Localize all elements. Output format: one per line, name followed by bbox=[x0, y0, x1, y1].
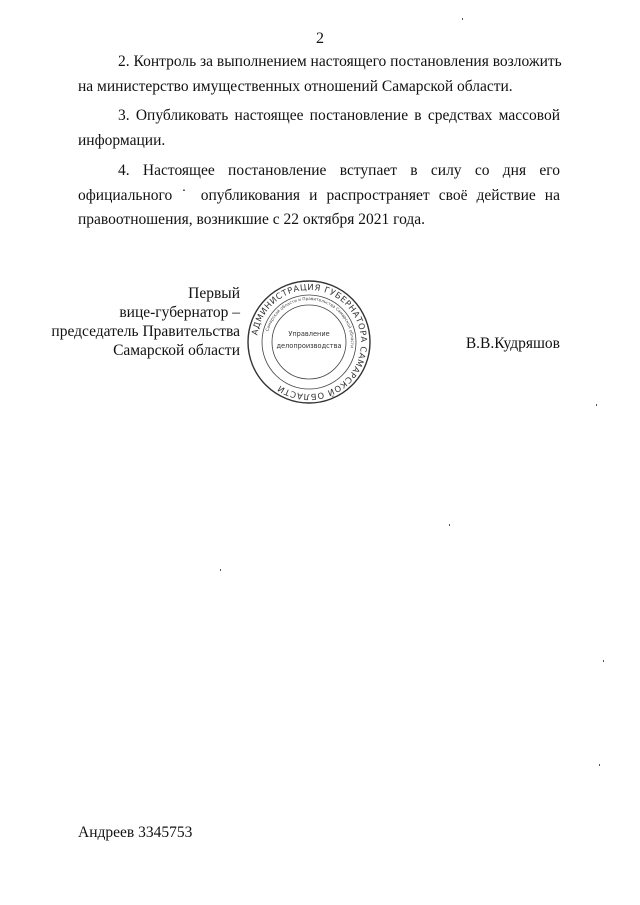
stamp-inner-text: Самарской области и Правительства Самарской области bbox=[264, 295, 356, 349]
scan-speck bbox=[599, 764, 600, 766]
paragraph-control bbox=[78, 50, 560, 99]
executor-contact: Андреев 3345753 bbox=[78, 824, 193, 841]
scan-speck bbox=[220, 569, 221, 571]
paragraph-line: официального ˙ опубликования и распространяет своё действие на bbox=[78, 186, 560, 204]
scan-speck bbox=[596, 404, 597, 406]
paragraph-line: правоотношения, возникшие с 22 октября 2021 года. bbox=[78, 211, 426, 228]
paragraph-line: на министерство имущественных отношений Самарской области. bbox=[78, 77, 513, 95]
paragraph-publish bbox=[78, 104, 560, 153]
scan-speck bbox=[603, 660, 604, 662]
signatory-position-line: вице-губернатор – bbox=[119, 304, 240, 321]
signatory-position-line: председатель Правительства bbox=[51, 323, 240, 340]
paragraph-line: 4. Настоящее постановление вступает в силу со дня его bbox=[118, 162, 560, 179]
paragraph-line: 2. Контроль за выполнением настоящего постановления возложить bbox=[118, 53, 562, 70]
stamp-center-line1: Управление bbox=[288, 330, 330, 338]
official-stamp bbox=[245, 278, 373, 406]
paragraph-line: 3. Опубликовать настоящее постановление в средствах массовой bbox=[118, 107, 560, 124]
paragraph-line: информации. bbox=[78, 131, 166, 149]
stamp-outer-text: АДМИНИСТРАЦИЯ ГУБЕРНАТОРА САМАРСКОЙ ОБЛАСТИ bbox=[249, 281, 370, 403]
stamp-center-line2: делопроизводства bbox=[276, 342, 342, 350]
signatory-name: В.В.Кудряшов bbox=[465, 335, 560, 352]
signatory-position-line: Первый bbox=[188, 285, 240, 302]
signatory-position bbox=[51, 284, 240, 360]
signatory-position-line: Самарской области bbox=[113, 342, 240, 359]
paragraph-effective bbox=[78, 159, 560, 233]
scan-speck bbox=[462, 18, 463, 20]
scan-speck bbox=[449, 524, 450, 526]
page-number: 2 bbox=[316, 30, 324, 47]
